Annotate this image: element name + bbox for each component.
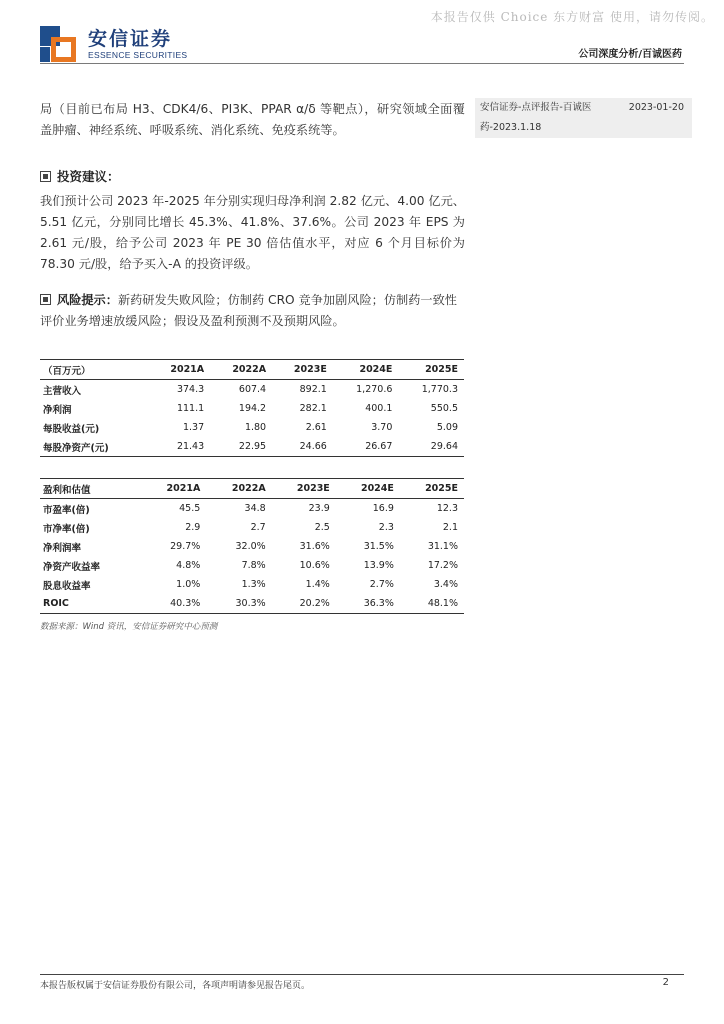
table-cell: 31.5% <box>363 541 394 552</box>
table-cell: 374.3 <box>176 384 205 395</box>
footer-disclaimer: 本报告版权属于安信证券股份有限公司，各项声明请参见报告尾页。 <box>40 981 311 991</box>
table-header-cell: 2021A <box>170 364 205 375</box>
investment-paragraph: 我们预计公司 2023 年-2025 年分别实现归母净利润 2.82 亿元、4.00 亿元、5.51 亿元，分别同比增长 45.3%、41.8%、37.6%。公司 2023 年 EPS 为 2.61 元/股，给予公司 2023 年 PE 30 倍估值水平，对应 6 个月目标价为 78.30 元/股，给予买入-A 的投资评级。 <box>40 194 465 271</box>
table-cell: 34.8 <box>244 503 266 514</box>
table-header-cell: 2024E <box>359 364 393 375</box>
table-cell: 24.66 <box>299 441 327 452</box>
table-header-cell: 2021A <box>166 483 201 494</box>
table-cell: 40.3% <box>170 598 201 609</box>
table-cell: 550.5 <box>430 403 458 414</box>
table-cell: 400.1 <box>365 403 393 414</box>
table-cell: 2.5 <box>314 522 330 533</box>
header-divider <box>40 63 684 64</box>
table-header-cell: 2025E <box>425 364 458 375</box>
table-cell: 2.1 <box>442 522 458 533</box>
table-cell: 31.6% <box>299 541 330 552</box>
table-cell: 31.1% <box>427 541 458 552</box>
table-row <box>40 518 464 537</box>
table-row <box>40 537 464 556</box>
table-header-cell: 2023E <box>293 364 327 375</box>
footer-divider <box>40 974 684 975</box>
table-cell: 5.09 <box>436 422 458 433</box>
row-label: 股息收益率 <box>43 580 91 592</box>
investment-section-title: 投资建议： <box>40 167 120 185</box>
table-header-cell: 2022A <box>231 483 266 494</box>
logo-mark-icon <box>40 26 76 62</box>
risk-body: 新药研发失败风险；仿制药 CRO 竞争加剧风险；仿制药一致性评价业务增速放缓风险；假设及盈利预测不及预期风险。 <box>40 293 457 328</box>
table-cell: 3.70 <box>371 422 393 433</box>
table-cell: 2.61 <box>305 422 327 433</box>
row-label: 主营收入 <box>43 385 82 397</box>
table-cell: 22.95 <box>238 441 267 452</box>
table-cell: 1,270.6 <box>356 384 393 395</box>
table-cell: 2.7% <box>369 579 394 590</box>
table-cell: 4.8% <box>176 560 201 571</box>
table-cell: 29.7% <box>170 541 201 552</box>
table-cell: 29.64 <box>430 441 458 452</box>
table-cell: 32.0% <box>235 541 266 552</box>
row-label: 每股净资产(元) <box>43 442 109 454</box>
company-logo <box>40 22 200 64</box>
related-report-date: 2023-01-20 <box>628 102 684 113</box>
row-label: 每股收益(元) <box>43 423 100 435</box>
table-cell: 282.1 <box>299 403 327 414</box>
table-cell: 1.4% <box>305 579 330 590</box>
table-cell: 607.4 <box>238 384 267 395</box>
table-row <box>40 499 464 519</box>
table-cell: 3.4% <box>433 579 458 590</box>
table-row <box>40 594 464 614</box>
related-report-title-cont[interactable]: 药-2023.1.18 <box>480 122 542 133</box>
table-cell: 2.3 <box>378 522 394 533</box>
table-row <box>40 380 464 400</box>
valuation-table <box>40 478 464 614</box>
header-report-type: 公司深度分析/百诚医药 <box>578 49 682 60</box>
row-label: 净利润率 <box>43 542 82 554</box>
table-cell: 45.5 <box>179 503 201 514</box>
table-cell: 2.9 <box>185 522 201 533</box>
table-cell: 194.2 <box>238 403 267 414</box>
table-cell: 12.3 <box>436 503 458 514</box>
table-cell: 111.1 <box>176 403 205 414</box>
table-cell: 23.9 <box>308 503 330 514</box>
table-cell: 16.9 <box>372 503 394 514</box>
table-header-cell: 2024E <box>360 483 394 494</box>
table-cell: 48.1% <box>427 598 458 609</box>
intro-paragraph: 局（目前已布局 H3、CDK4/6、PI3K、PPAR α/δ 等靶点），研究领域全面覆盖肿瘤、神经系统、呼吸系统、消化系统、免疫系统等。 <box>40 102 465 137</box>
table-cell: 1.0% <box>176 579 201 590</box>
table-cell: 7.8% <box>241 560 266 571</box>
financial-summary-table <box>40 359 464 457</box>
table-cell: 2.7 <box>250 522 266 533</box>
table-header-cell: 2025E <box>425 483 458 494</box>
related-report-title[interactable]: 安信证券-点评报告-百诚医 <box>480 102 592 113</box>
table-cell: 13.9% <box>363 560 394 571</box>
related-report-box[interactable] <box>475 98 692 138</box>
table-header-cell: 盈利和估值 <box>43 484 91 496</box>
table-cell: 1.37 <box>182 422 205 433</box>
table-header-cell: 2022A <box>232 364 267 375</box>
table-cell: 892.1 <box>299 384 327 395</box>
data-source-note: 数据来源：Wind 资讯，安信证券研究中心预测 <box>40 622 218 632</box>
table-cell: 30.3% <box>235 598 266 609</box>
table-cell: 1.80 <box>244 422 267 433</box>
table-cell: 26.67 <box>365 441 393 452</box>
risk-paragraph <box>40 290 465 332</box>
logo-text-en: ESSENCE SECURITIES <box>88 50 188 60</box>
table-cell: 36.3% <box>363 598 394 609</box>
table-row <box>40 418 464 437</box>
table-row <box>40 575 464 594</box>
row-label: 市盈率(倍) <box>43 504 90 516</box>
section-bullet-icon <box>40 171 51 182</box>
logo-text-cn: 安信证券 <box>88 28 173 50</box>
table-header-cell: （百万元） <box>43 365 91 377</box>
table-cell: 1.3% <box>241 579 266 590</box>
table-header-cell: 2023E <box>296 483 330 494</box>
table-row <box>40 556 464 575</box>
table-cell: 20.2% <box>299 598 330 609</box>
table-cell: 21.43 <box>176 441 205 452</box>
table-cell: 17.2% <box>427 560 458 571</box>
table-cell: 1,770.3 <box>421 384 458 395</box>
watermark: 本报告仅供 Choice 东方财富 使用，请勿传阅。 <box>430 10 714 24</box>
row-label: 净利润 <box>43 404 72 416</box>
page-number: 2 <box>662 977 669 988</box>
table-cell: 10.6% <box>299 560 330 571</box>
row-label: 净资产收益率 <box>43 561 101 573</box>
risk-section-title: 风险提示： <box>57 293 118 307</box>
section-bullet-icon <box>40 294 51 305</box>
table-row <box>40 437 464 457</box>
row-label: 市净率(倍) <box>43 523 90 535</box>
row-label: ROIC <box>43 598 69 609</box>
table-row <box>40 399 464 418</box>
